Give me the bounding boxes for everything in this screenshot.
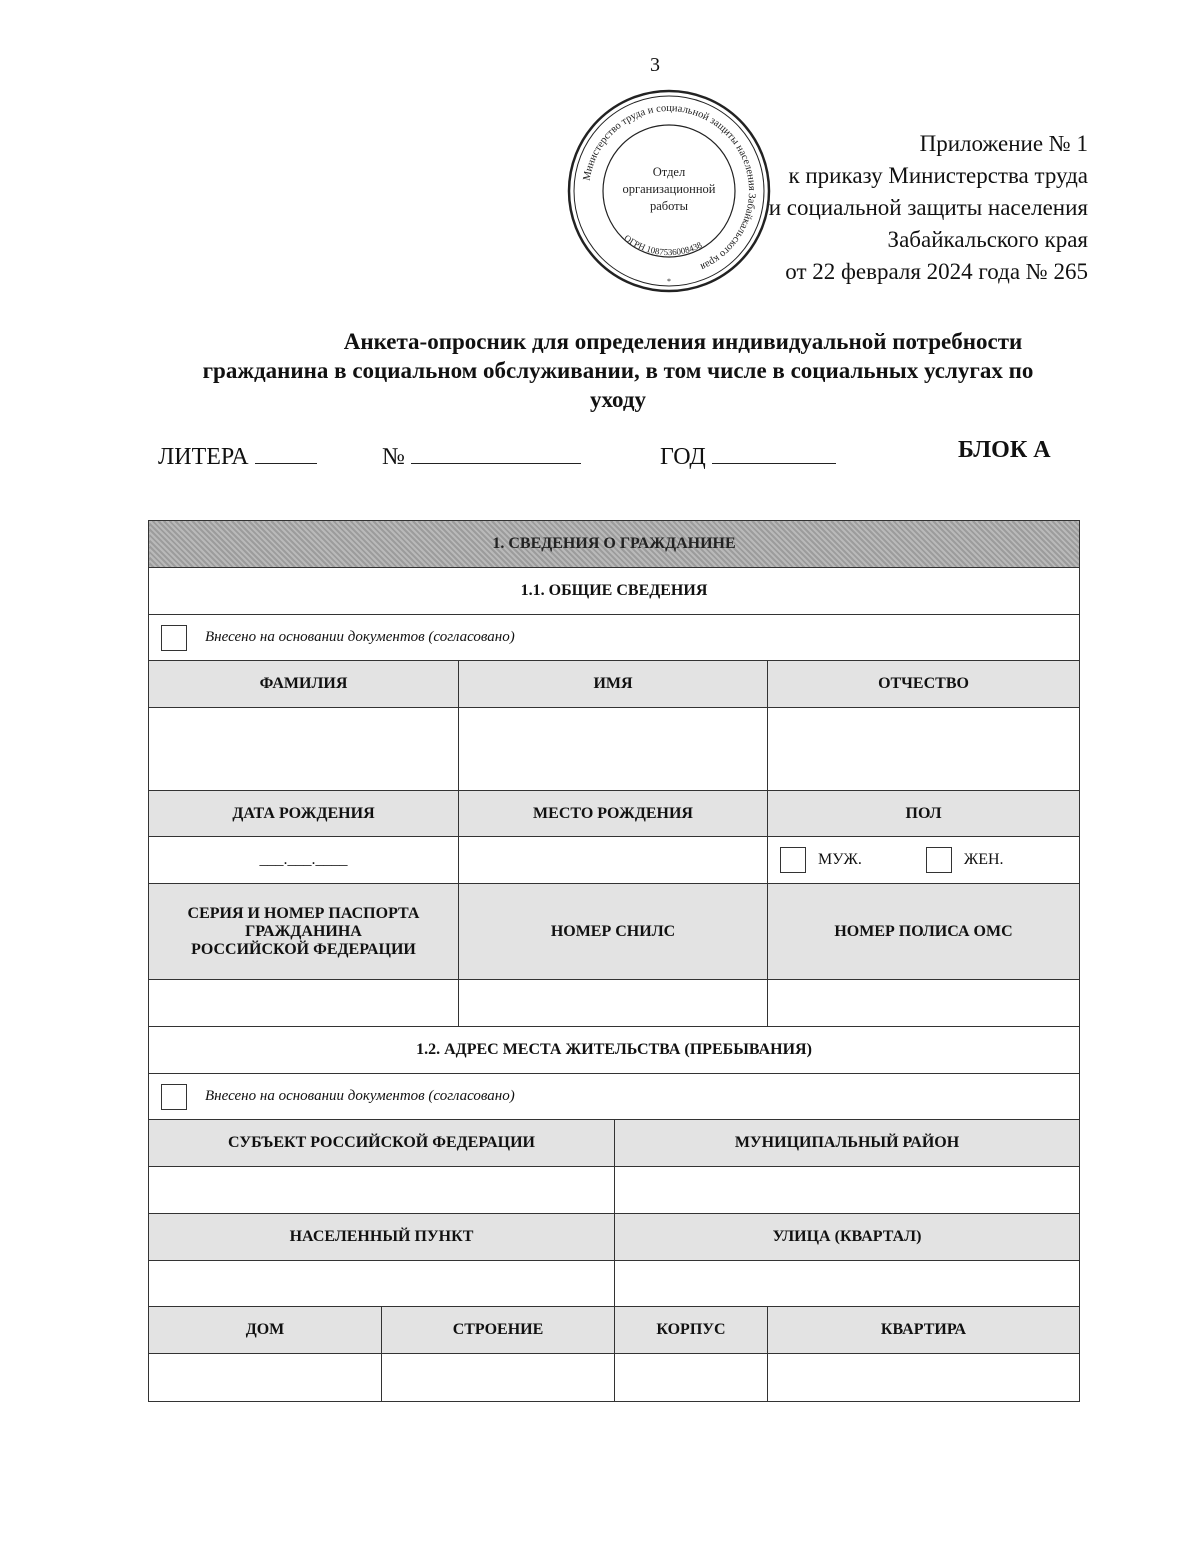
appendix-line: и социальной защиты населения [768, 195, 1088, 220]
year-blank[interactable] [712, 437, 836, 464]
subject-cell[interactable] [149, 1167, 615, 1214]
address-section-title: 1.2. АДРЕС МЕСТА ЖИТЕЛЬСТВА (ПРЕБЫВАНИЯ) [149, 1027, 1080, 1074]
litera-label: ЛИТЕРА [158, 444, 249, 470]
litera-blank[interactable] [255, 437, 317, 464]
passport-header [149, 884, 459, 980]
apartment-cell[interactable] [768, 1354, 1080, 1402]
number-blank[interactable] [411, 437, 581, 464]
svg-text:организационной: организационной [622, 182, 716, 196]
snils-header: НОМЕР СНИЛС [459, 884, 768, 980]
passport-header-line: ГРАЖДАНИНА [245, 922, 362, 940]
svg-text:работы: работы [649, 199, 689, 213]
svg-text:ОГРН 1087536008438: ОГРН 1087536008438 [622, 232, 704, 258]
district-header: МУНИЦИПАЛЬНЫЙ РАЙОН [615, 1120, 1080, 1167]
district-cell[interactable] [615, 1167, 1080, 1214]
title-line: уходу [589, 387, 647, 412]
sex-cell [768, 837, 1080, 884]
title-line: Анкета-опросник для определения индивидуальной потребности [343, 329, 1023, 354]
passport-header-line: СЕРИЯ И НОМЕР ПАСПОРТА [187, 904, 420, 922]
building-cell[interactable] [382, 1354, 615, 1402]
appendix-block [769, 128, 1088, 288]
birth-date-header: ДАТА РОЖДЕНИЯ [149, 791, 459, 837]
document-title [148, 327, 1088, 414]
oms-cell[interactable] [768, 980, 1080, 1027]
passport-header-line: РОССИЙСКОЙ ФЕДЕРАЦИИ [191, 940, 416, 958]
appendix-line: Забайкальского края [887, 227, 1088, 252]
title-line: гражданина в социальном обслуживании, в том числе в социальных услугах по [202, 358, 1034, 383]
street-cell[interactable] [615, 1261, 1080, 1307]
address-documents-checkbox[interactable] [161, 1084, 187, 1110]
appendix-line: к приказу Министерства труда [788, 163, 1088, 188]
apartment-header: КВАРТИРА [768, 1307, 1080, 1354]
passport-cell[interactable] [149, 980, 459, 1027]
svg-text:*: * [667, 277, 671, 286]
street-header: УЛИЦА (КВАРТАЛ) [615, 1214, 1080, 1261]
sex-header: ПОЛ [768, 791, 1080, 837]
general-documents-row [149, 615, 1080, 661]
house-header: ДОМ [149, 1307, 382, 1354]
locality-header: НАСЕЛЕННЫЙ ПУНКТ [149, 1214, 615, 1261]
house-cell[interactable] [149, 1354, 382, 1402]
number-field [382, 437, 581, 471]
svg-text:Министерство труда и социально: Министерство труда и социальной защиты населения Забайкальского края [581, 102, 758, 273]
patronymic-cell[interactable] [768, 708, 1080, 791]
surname-header: ФАМИЛИЯ [149, 661, 459, 708]
oms-header: НОМЕР ПОЛИСА ОМС [768, 884, 1080, 980]
name-cell[interactable] [459, 708, 768, 791]
surname-cell[interactable] [149, 708, 459, 791]
seal-stamp [566, 88, 772, 294]
block-cell[interactable] [615, 1354, 768, 1402]
general-section-title: 1.1. ОБЩИЕ СВЕДЕНИЯ [149, 568, 1080, 615]
litera-field [158, 437, 317, 471]
subject-header: СУБЪЕКТ РОССИЙСКОЙ ФЕДЕРАЦИИ [149, 1120, 615, 1167]
male-checkbox[interactable] [780, 847, 806, 873]
general-documents-note: Внесено на основании документов (согласовано) [205, 629, 515, 645]
page-number: 3 [650, 54, 660, 76]
address-documents-row [149, 1074, 1080, 1120]
female-label: ЖЕН. [963, 851, 1004, 868]
locality-cell[interactable] [149, 1261, 615, 1307]
female-checkbox[interactable] [926, 847, 952, 873]
birth-date-placeholder: ___.___.____ [259, 851, 348, 868]
year-field [660, 437, 836, 471]
block-label: БЛОК А [958, 437, 1051, 463]
svg-text:Отдел: Отдел [652, 165, 686, 179]
birth-place-header: МЕСТО РОЖДЕНИЯ [459, 791, 768, 837]
birth-place-cell[interactable] [459, 837, 768, 884]
birth-date-cell[interactable] [149, 837, 459, 884]
block-header: КОРПУС [615, 1307, 768, 1354]
snils-cell[interactable] [459, 980, 768, 1027]
address-documents-note: Внесено на основании документов (согласовано) [205, 1088, 515, 1104]
appendix-line: от 22 февраля 2024 года № 265 [785, 259, 1088, 284]
number-label: № [382, 444, 405, 470]
year-label: ГОД [660, 444, 706, 470]
appendix-line: Приложение № 1 [919, 131, 1088, 156]
name-header: ИМЯ [459, 661, 768, 708]
general-documents-checkbox[interactable] [161, 625, 187, 651]
building-header: СТРОЕНИЕ [382, 1307, 615, 1354]
patronymic-header: ОТЧЕСТВО [768, 661, 1080, 708]
section-title: 1. СВЕДЕНИЯ О ГРАЖДАНИНЕ [149, 521, 1080, 568]
citizen-info-table [148, 520, 1080, 1402]
male-label: МУЖ. [818, 851, 862, 868]
